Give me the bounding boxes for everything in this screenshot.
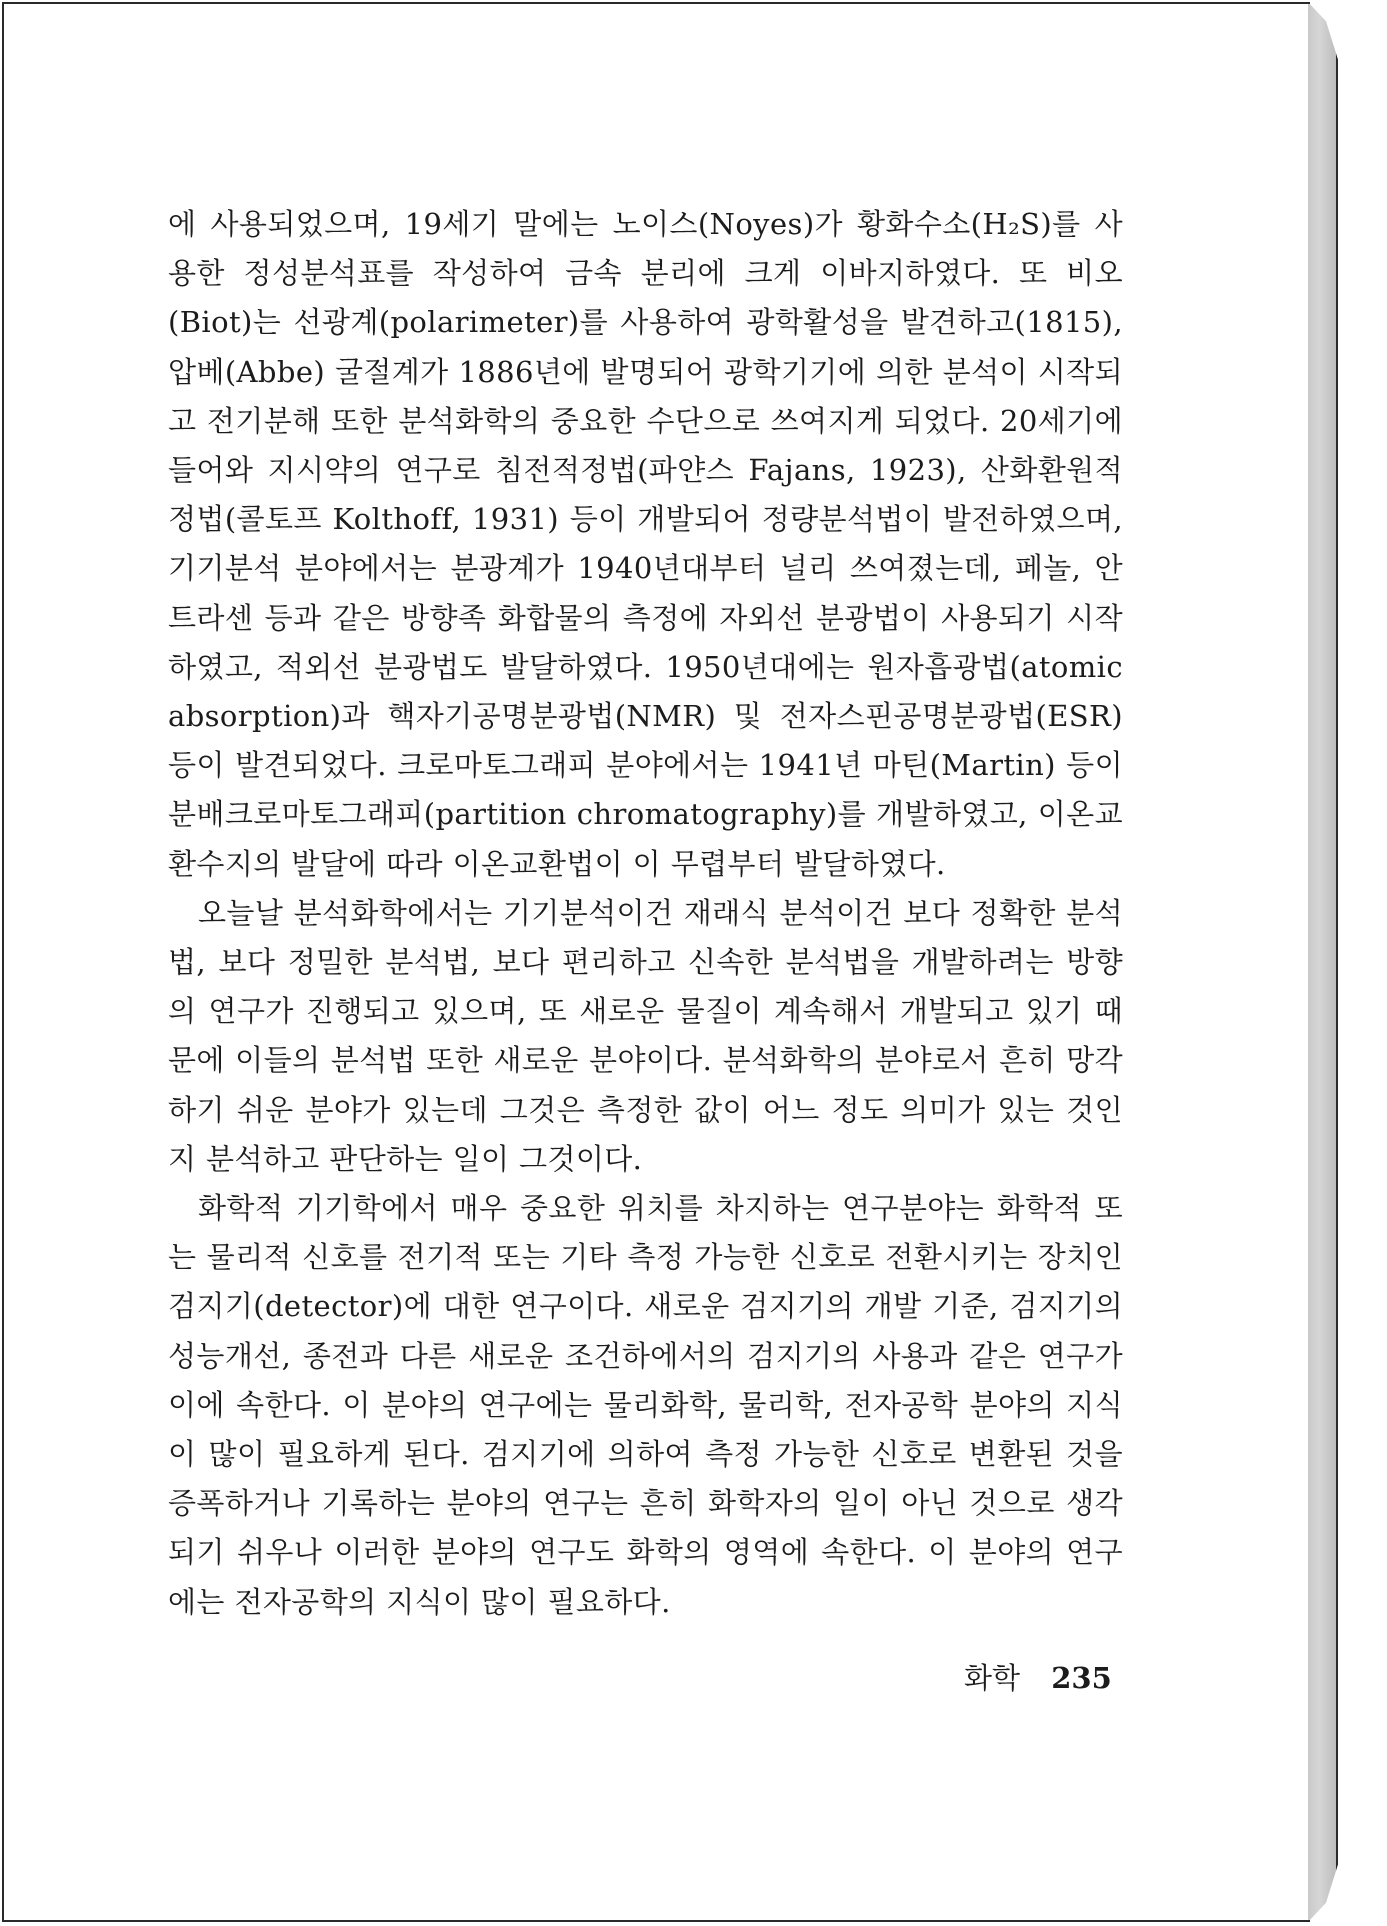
running-footer-section: 화학: [964, 1661, 1021, 1695]
body-text: [168, 200, 1123, 1627]
paragraph-2: 오늘날 분석화학에서는 기기분석이건 재래식 분석이건 보다 정확한 분석법, 보다 정밀한 분석법, 보다 편리하고 신속한 분석법을 개발하려는 방향의 연구가 진행되고 있으며, 또 새로운 물질이 계속해서 개발되고 있기 때문에 이들의 분석법 또한 새로운 분야이다. 분석화학의 분야로서 흔히 망각하기 쉬운 분야가 있는데 그것은 측정한 값이 어느 정도 의미가 있는 것인지 분석하고 판단하는 일이 그것이다.: [168, 895, 1123, 1176]
page-edge-shadow: [1308, 2, 1338, 1922]
page-footer: [964, 1656, 1124, 1706]
book-page: [2, 2, 1310, 1922]
paragraph-3: 화학적 기기학에서 매우 중요한 위치를 차지하는 연구분야는 화학적 또는 물리적 신호를 전기적 또는 기타 측정 가능한 신호로 전환시키는 장치인 검지기(detector)에 대한 연구이다. 새로운 검지기의 개발 기준, 검지기의 성능개선, 종전과 다른 새로운 조건하에서의 검지기의 사용과 같은 연구가 이에 속한다. 이 분야의 연구에는 물리화학, 물리학, 전자공학 분야의 지식이 많이 필요하게 된다. 검지기에 의하여 측정 가능한 신호로 변환된 것을 증폭하거나 기록하는 분야의 연구는 흔히 화학자의 일이 아닌 것으로 생각되기 쉬우나 이러한 분야의 연구도 화학의 영역에 속한다. 이 분야의 연구에는 전자공학의 지식이 많이 필요하다.: [168, 1191, 1123, 1619]
paragraph-1: 에 사용되었으며, 19세기 말에는 노이스(Noyes)가 황화수소(H₂S)를 사용한 정성분석표를 작성하여 금속 분리에 크게 이바지하였다. 또 비오(Biot)는 선광계(polarimeter)를 사용하여 광학활성을 발견하고(1815), 압베(Abbe) 굴절계가 1886년에 발명되어 광학기기에 의한 분석이 시작되고 전기분해 또한 분석화학의 중요한 수단으로 쓰여지게 되었다. 20세기에 들어와 지시약의 연구로 침전적정법(파얀스 Fajans, 1923), 산화환원적정법(콜토프 Kolthoff, 1931) 등이 개발되어 정량분석법이 발전하였으며, 기기분석 분야에서는 분광계가 1940년대부터 널리 쓰여졌는데, 페놀, 안트라센 등과 같은 방향족 화합물의 측정에 자외선 분광법이 사용되기 시작하였고, 적외선 분광법도 발달하였다. 1950년대에는 원자흡광법(atomic absorption)과 핵자기공명분광법(NMR) 및 전자스핀공명분광법(ESR) 등이 발견되었다. 크로마토그래피 분야에서는 1941년 마틴(Martin) 등이 분배크로마토그래피(partition chromatography)를 개발하였고, 이온교환수지의 발달에 따라 이온교환법이 이 무렵부터 발달하였다.: [168, 207, 1123, 881]
page-number: 235: [1051, 1661, 1112, 1695]
